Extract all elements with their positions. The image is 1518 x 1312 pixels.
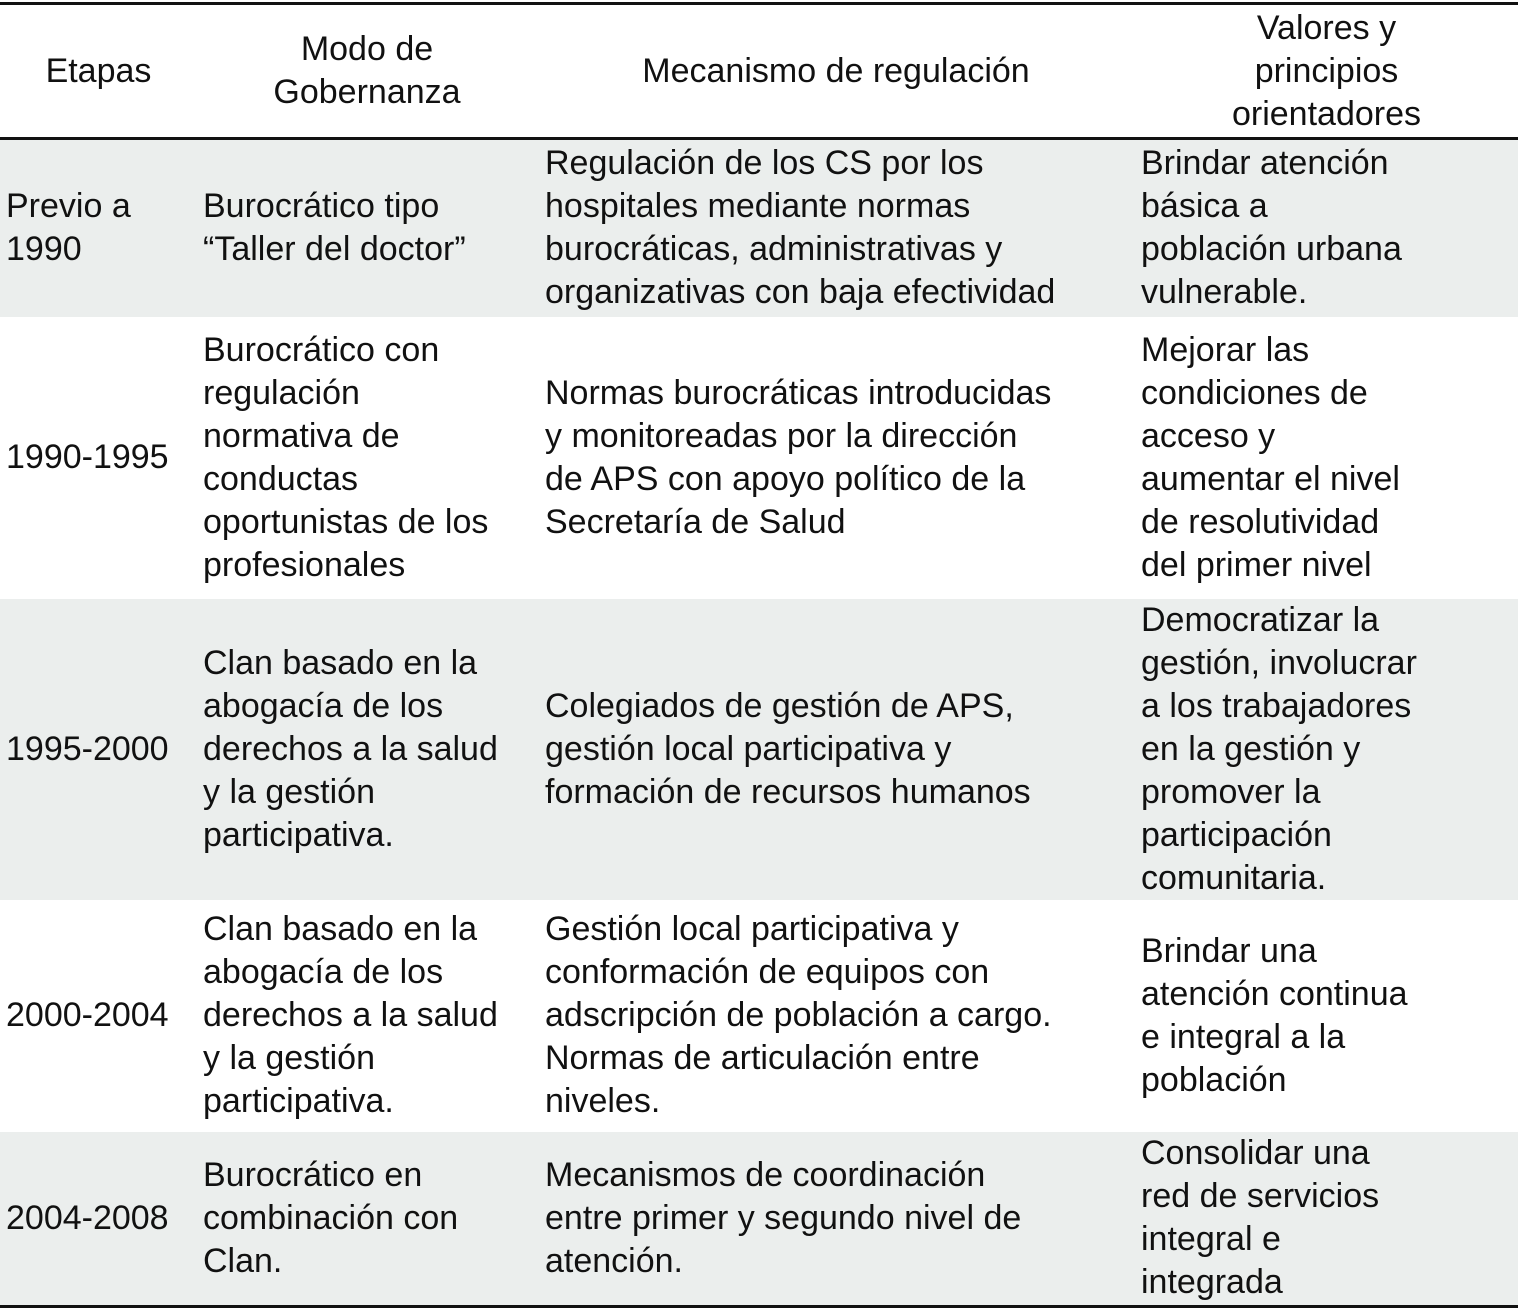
cell-modo: Clan basado en la abogacía de los derechos a la salud y la gestión participativa.: [203, 910, 498, 1120]
cell-valores: Brindar una atención continua e integral a la población: [1141, 931, 1408, 1099]
table-row: [0, 599, 1518, 900]
header-etapas: Etapas: [0, 4, 195, 139]
cell-modo: Burocrático con regulación normativa de conductas oportunistas de los profesionales: [203, 330, 489, 584]
cell-valores: Mejorar las condiciones de acceso y aumentar el nivel de resolutividad del primer nivel: [1141, 330, 1400, 584]
cell-mecanismo: Regulación de los CS por los hospitales mediante normas burocráticas, administrativas y organizativas con baja efectividad: [537, 139, 1133, 317]
cell-etapa: 1990-1995: [6, 438, 169, 476]
header-valores: Valores y principios orientadores: [1133, 4, 1518, 139]
cell-modo: Burocrático en combinación con Clan.: [195, 1132, 537, 1307]
table-row: [0, 900, 1518, 1132]
cell-etapa: 2004-2008: [0, 1132, 195, 1307]
header-mecanismo: Mecanismo de regulación: [537, 4, 1133, 139]
table-row: [0, 139, 1518, 317]
cell-etapa: 2000-2004: [6, 996, 169, 1034]
cell-etapa: 1995-2000: [0, 599, 195, 900]
header-modo-gobernanza: Modo de Gobernanza: [195, 4, 537, 139]
cell-etapa: Previo a 1990: [0, 139, 195, 317]
cell-mecanismo: Colegiados de gestión de APS, gestión local participativa y formación de recursos humanos: [537, 599, 1133, 900]
cell-mecanismo: Gestión local participativa y conformación de equipos con adscripción de población a cargo. Normas de articulación entre niveles.: [545, 910, 1052, 1120]
governance-stages-table: [0, 2, 1518, 1308]
cell-modo: Clan basado en la abogacía de los derechos a la salud y la gestión participativa.: [195, 599, 537, 900]
cell-valores: Brindar atención básica a población urbana vulnerable.: [1133, 139, 1518, 317]
cell-modo: Burocrático tipo “Taller del doctor”: [195, 139, 537, 317]
table-row: [0, 1132, 1518, 1307]
header-row: [0, 4, 1518, 139]
cell-valores: Democratizar la gestión, involucrar a los trabajadores en la gestión y promover la participación comunitaria.: [1133, 599, 1518, 900]
cell-valores: Consolidar una red de servicios integral e integrada: [1133, 1132, 1518, 1307]
table-row: [0, 317, 1518, 599]
cell-mecanismo: Normas burocráticas introducidas y monitoreadas por la dirección de APS con apoyo político de la Secretaría de Salud: [545, 373, 1052, 541]
cell-mecanismo: Mecanismos de coordinación entre primer y segundo nivel de atención.: [537, 1132, 1133, 1307]
